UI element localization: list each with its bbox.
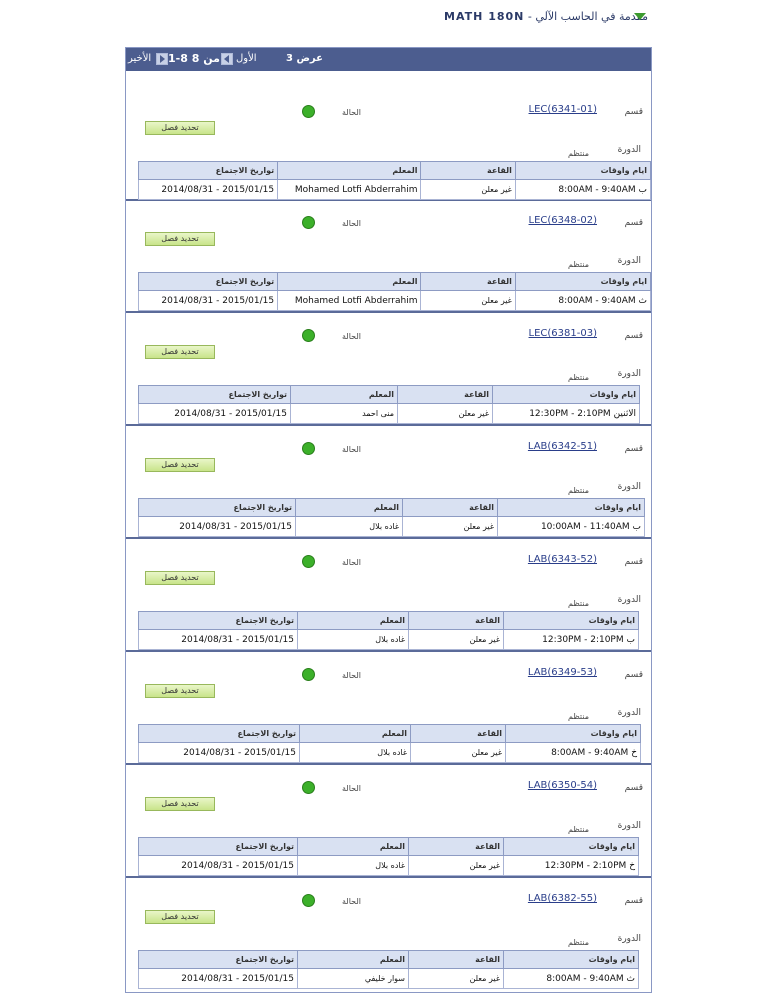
meeting-day: خ <box>629 860 635 871</box>
dates-cell: 2014/08/31 - 2015/01/15 <box>139 743 300 763</box>
status-label: الحالة <box>342 558 361 567</box>
meeting-day: ث <box>626 973 635 984</box>
header-instructor: المعلم <box>300 725 411 743</box>
meeting-time: 8:00AM - 9:40AM <box>558 295 636 306</box>
meeting-day: ب <box>632 521 641 532</box>
header-room: القاعة <box>409 612 504 630</box>
instructor-cell: منى احمد <box>291 404 398 424</box>
room-cell: غير معلن <box>421 180 515 200</box>
nav-view-link[interactable]: عرض 3 <box>286 53 323 64</box>
status-label: الحالة <box>342 219 361 228</box>
class-section <box>126 313 651 426</box>
course-label: الدورة <box>617 934 641 944</box>
meeting-header-row <box>139 273 651 291</box>
navigation-bar <box>126 48 651 71</box>
meeting-table <box>138 611 639 650</box>
header-instructor: المعلم <box>291 386 398 404</box>
class-section <box>126 652 651 765</box>
status-open-icon <box>302 781 315 794</box>
section-label: قسم <box>624 896 643 906</box>
header-room: القاعة <box>421 273 515 291</box>
meeting-row <box>139 856 639 876</box>
header-days-times: ايام واوقات <box>504 838 639 856</box>
days-times-cell <box>504 630 639 650</box>
dates-cell: 2014/08/31 - 2015/01/15 <box>139 404 291 424</box>
meeting-table <box>138 272 651 311</box>
section-link[interactable]: LEC(6381-03) <box>528 328 597 339</box>
meeting-row <box>139 743 641 763</box>
meeting-row <box>139 291 651 311</box>
session-type: منتظم <box>568 149 589 158</box>
days-times-cell <box>506 743 641 763</box>
instructor-cell: غاده بلال <box>298 856 409 876</box>
dates-cell: 2014/08/31 - 2015/01/15 <box>139 291 278 311</box>
status-label: الحالة <box>342 784 361 793</box>
meeting-row <box>139 404 640 424</box>
course-label: الدورة <box>617 595 641 605</box>
section-link[interactable]: LAB(6350-54) <box>527 780 597 791</box>
status-open-icon <box>302 555 315 568</box>
header-dates: تواريخ الاجتماع <box>139 499 296 517</box>
session-type: منتظم <box>568 938 589 947</box>
room-cell: غير معلن <box>403 517 498 537</box>
meeting-header-row <box>139 838 639 856</box>
session-type: منتظم <box>568 486 589 495</box>
header-days-times: ايام واوقات <box>504 612 639 630</box>
room-cell: غير معلن <box>411 743 506 763</box>
session-type: منتظم <box>568 373 589 382</box>
header-instructor: المعلم <box>278 162 421 180</box>
status-label: الحالة <box>342 671 361 680</box>
meeting-header-row <box>139 725 641 743</box>
days-times-cell <box>515 291 650 311</box>
section-link[interactable]: LAB(6349-53) <box>527 667 597 678</box>
header-instructor: المعلم <box>298 838 409 856</box>
status-label: الحالة <box>342 108 361 117</box>
meeting-day: ب <box>638 184 647 195</box>
meeting-row <box>139 969 639 989</box>
meeting-day: ب <box>626 634 635 645</box>
status-label: الحالة <box>342 332 361 341</box>
header-dates: تواريخ الاجتماع <box>139 386 291 404</box>
instructor-cell: غاده بلال <box>300 743 411 763</box>
section-label: قسم <box>624 331 643 341</box>
header-instructor: المعلم <box>296 499 403 517</box>
meeting-time: 8:00AM - 9:40AM <box>546 973 624 984</box>
course-label: الدورة <box>617 369 641 379</box>
course-label: الدورة <box>617 482 641 492</box>
section-label: قسم <box>624 444 643 454</box>
header-dates: تواريخ الاجتماع <box>139 838 298 856</box>
nav-first-link[interactable]: الأول <box>236 53 257 64</box>
instructor-cell: Mohamed Lotfi Abderrahim <box>278 291 421 311</box>
meeting-header-row <box>139 612 639 630</box>
days-times-cell <box>504 856 639 876</box>
sections-panel <box>125 47 652 993</box>
dates-cell: 2014/08/31 - 2015/01/15 <box>139 856 298 876</box>
header-instructor: المعلم <box>298 951 409 969</box>
select-class-button[interactable]: تحديد فصل <box>145 910 215 924</box>
meeting-header-row <box>139 951 639 969</box>
nav-next-icon[interactable] <box>156 53 168 65</box>
header-days-times: ايام واوقات <box>515 162 650 180</box>
header-instructor: المعلم <box>278 273 421 291</box>
meeting-time: 8:00AM - 9:40AM <box>551 747 629 758</box>
session-type: منتظم <box>568 825 589 834</box>
days-times-cell <box>515 180 650 200</box>
section-label: قسم <box>624 218 643 228</box>
meeting-day: ث <box>638 295 647 306</box>
header-room: القاعة <box>403 499 498 517</box>
meeting-table <box>138 161 651 200</box>
meeting-table <box>138 950 639 989</box>
dates-cell: 2014/08/31 - 2015/01/15 <box>139 630 298 650</box>
instructor-cell: غاده بلال <box>298 630 409 650</box>
header-room: القاعة <box>421 162 515 180</box>
header-room: القاعة <box>411 725 506 743</box>
meeting-table <box>138 724 641 763</box>
days-times-cell <box>498 517 645 537</box>
meeting-table <box>138 837 639 876</box>
days-times-cell <box>504 969 639 989</box>
section-link[interactable]: LAB(6382-55) <box>527 893 597 904</box>
dates-cell: 2014/08/31 - 2015/01/15 <box>139 180 278 200</box>
room-cell: غير معلن <box>421 291 515 311</box>
header-instructor: المعلم <box>298 612 409 630</box>
header-dates: تواريخ الاجتماع <box>139 273 278 291</box>
status-label: الحالة <box>342 445 361 454</box>
status-open-icon <box>302 105 315 118</box>
course-label: الدورة <box>617 145 641 155</box>
section-label: قسم <box>624 557 643 567</box>
course-title: - مقدمة في الحاسب الآلي <box>527 10 648 23</box>
select-class-button[interactable]: تحديد فصل <box>145 797 215 811</box>
header-days-times: ايام واوقات <box>493 386 640 404</box>
days-times-cell <box>493 404 640 424</box>
section-label: قسم <box>624 783 643 793</box>
section-link[interactable]: LEC(6348-02) <box>528 215 597 226</box>
select-class-button[interactable]: تحديد فصل <box>145 684 215 698</box>
section-link[interactable]: LEC(6341-01) <box>528 104 597 115</box>
meeting-header-row <box>139 162 651 180</box>
section-label: قسم <box>624 670 643 680</box>
class-section <box>126 71 651 201</box>
class-section <box>126 426 651 539</box>
select-class-button[interactable]: تحديد فصل <box>145 232 215 246</box>
meeting-time: 12:30PM - 2:10PM <box>542 634 624 645</box>
header-dates: تواريخ الاجتماع <box>139 951 298 969</box>
instructor-cell: Mohamed Lotfi Abderrahim <box>278 180 421 200</box>
header-dates: تواريخ الاجتماع <box>139 162 278 180</box>
course-label: الدورة <box>617 708 641 718</box>
header-room: القاعة <box>398 386 493 404</box>
status-open-icon <box>302 894 315 907</box>
class-section <box>126 765 651 878</box>
meeting-day: خ <box>631 747 637 758</box>
meeting-time: 12:30PM - 2:10PM <box>544 860 627 871</box>
nav-prev-icon[interactable] <box>221 53 233 65</box>
meeting-table <box>138 498 645 537</box>
course-label: الدورة <box>617 256 641 266</box>
status-open-icon <box>302 216 315 229</box>
collapse-triangle-icon[interactable] <box>634 13 646 20</box>
class-section <box>126 200 651 313</box>
course-label: الدورة <box>617 821 641 831</box>
instructor-cell: غاده بلال <box>296 517 403 537</box>
section-link[interactable]: LAB(6343-52) <box>527 554 597 565</box>
session-type: منتظم <box>568 260 589 269</box>
meeting-row <box>139 180 651 200</box>
class-section <box>126 539 651 652</box>
meeting-time: 8:00AM - 9:40AM <box>558 184 636 195</box>
room-cell: غير معلن <box>409 969 504 989</box>
select-class-button[interactable]: تحديد فصل <box>145 345 215 359</box>
select-class-button[interactable]: تحديد فصل <box>145 121 215 135</box>
select-class-button[interactable]: تحديد فصل <box>145 458 215 472</box>
class-section <box>126 878 651 989</box>
select-class-button[interactable]: تحديد فصل <box>145 571 215 585</box>
meeting-header-row <box>139 386 640 404</box>
session-type: منتظم <box>568 599 589 608</box>
room-cell: غير معلن <box>409 856 504 876</box>
meeting-row <box>139 630 639 650</box>
header-dates: تواريخ الاجتماع <box>139 725 300 743</box>
room-cell: غير معلن <box>409 630 504 650</box>
course-header <box>0 10 648 23</box>
session-type: منتظم <box>568 712 589 721</box>
status-open-icon <box>302 668 315 681</box>
header-days-times: ايام واوقات <box>506 725 641 743</box>
section-label: قسم <box>624 107 643 117</box>
status-open-icon <box>302 442 315 455</box>
dates-cell: 2014/08/31 - 2015/01/15 <box>139 969 298 989</box>
instructor-cell: سوار خليفي <box>298 969 409 989</box>
nav-range: 1-8 من 8 <box>168 52 220 65</box>
header-room: القاعة <box>409 951 504 969</box>
course-code: MATH 180N <box>444 10 525 23</box>
header-days-times: ايام واوقات <box>504 951 639 969</box>
meeting-time: 12:30PM - 2:10PM <box>529 408 611 419</box>
status-label: الحالة <box>342 897 361 906</box>
nav-last-link[interactable]: الأخير <box>128 53 152 64</box>
section-link[interactable]: LAB(6342-51) <box>527 441 597 452</box>
meeting-day: الاثنين <box>613 408 636 419</box>
meeting-row <box>139 517 645 537</box>
room-cell: غير معلن <box>398 404 493 424</box>
header-days-times: ايام واوقات <box>498 499 645 517</box>
meeting-time: 10:00AM - 11:40AM <box>540 521 630 532</box>
meeting-header-row <box>139 499 645 517</box>
dates-cell: 2014/08/31 - 2015/01/15 <box>139 517 296 537</box>
header-dates: تواريخ الاجتماع <box>139 612 298 630</box>
meeting-table <box>138 385 640 424</box>
header-room: القاعة <box>409 838 504 856</box>
status-open-icon <box>302 329 315 342</box>
header-days-times: ايام واوقات <box>515 273 650 291</box>
